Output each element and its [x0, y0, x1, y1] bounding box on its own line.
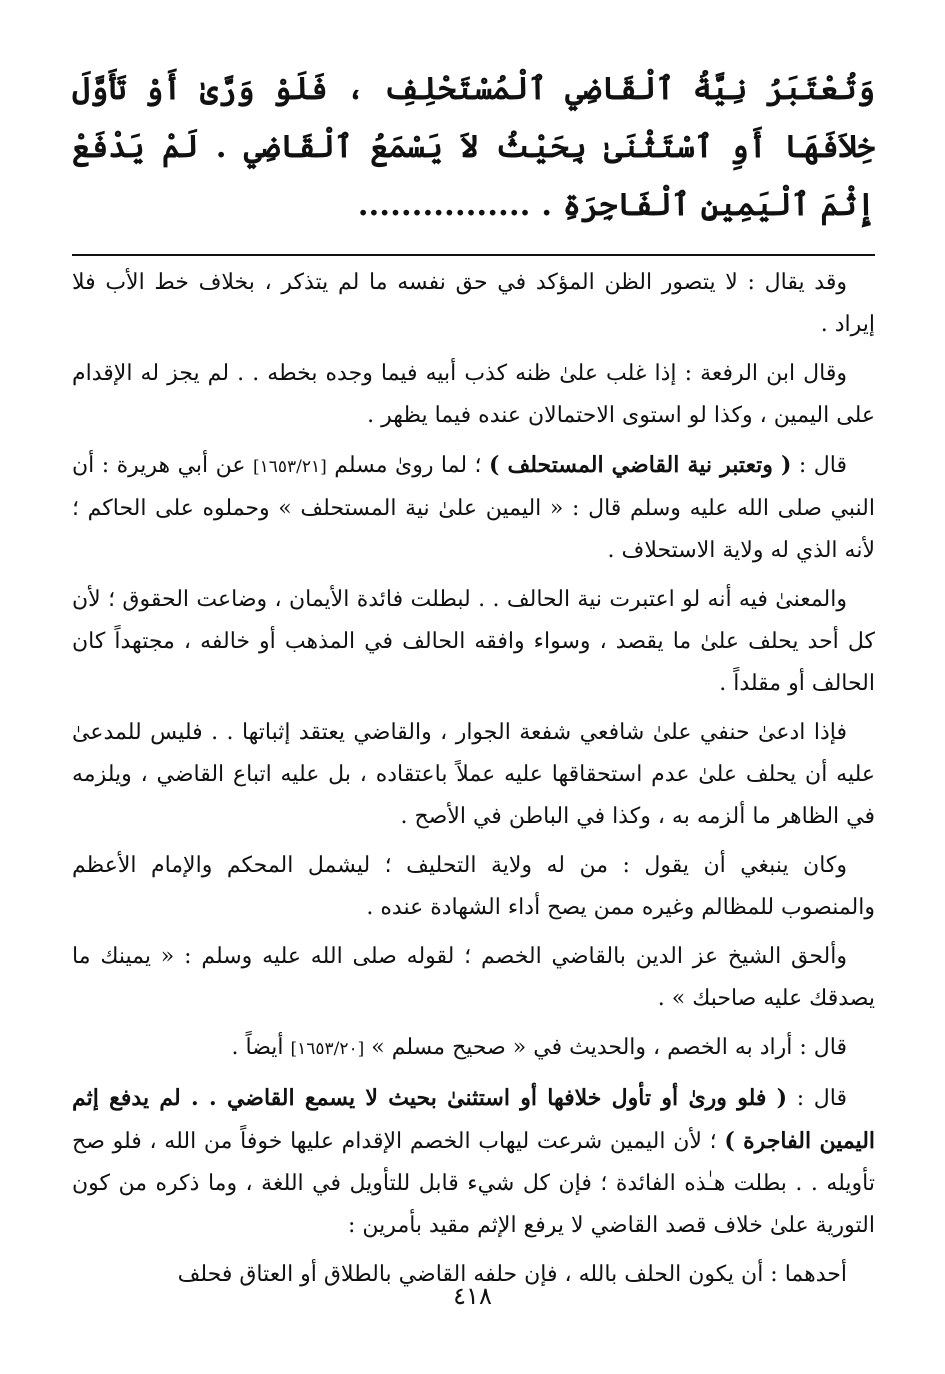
p3-text-b: ؛ لما روىٰ مسلم [326, 453, 489, 478]
paragraph-8 [72, 1027, 875, 1070]
paragraph-2: وقال ابن الرفعة : إذا غلب علىٰ ظنه كذب أبيه فيما وجده بخطه . . لم يجز له الإقدام على اليمين ، وكذا لو استوى الاحتمالان عنده فيما يظهر . [72, 361, 875, 428]
paragraph-5: فإذا ادعىٰ حنفي علىٰ شافعي شفعة الجوار ، والقاضي يعتقد إثباتها . . فليس للمدعىٰ عليه أن يحلف علىٰ عدم استحقاقها عليه عملاً باعتقاده ، بل عليه اتباع القاضي ، ويلزمه في الظاهر ما ألزمه به ، وكذا في الباطن في الأصح . [72, 720, 875, 829]
paragraph-4: والمعنىٰ فيه أنه لو اعتبرت نية الحالف . . لبطلت فائدة الأيمان ، وضاعت الحقوق ؛ لأن كل أحد يحلف علىٰ ما يقصد ، وسواء وافقه الحالف في المذهب أو خالفه ، مجتهداً كان الحالف أو مقلداً . [72, 587, 875, 696]
matn-text [72, 60, 875, 234]
page-body [72, 60, 875, 1303]
separator-rule [72, 254, 875, 256]
paragraph-10: أحدهما : أن يكون الحلف بالله ، فإن حلفه القاضي بالطلاق أو العتاق فحلف [177, 1262, 847, 1287]
paragraph-6: وكان ينبغي أن يقول : من له ولاية التحليف ؛ ليشمل المحكم والإمام الأعظم والمنصوب للمظالم وغيره ممن يصح أداء الشهادة عنده . [72, 853, 875, 920]
paragraph-1: وقد يقال : لا يتصور الظن المؤكد في حق نفسه ما لم يتذكر ، بخلاف خط الأب فلا إيراد . [72, 270, 875, 337]
p9-text-b: ؛ لأن اليمين شرعت ليهاب الخصم الإقدام عليها خوفاً من الله ، فلو صح تأويله . . بطلت هـٰذه الفائدة ؛ فإن كل شيء قابل للتأويل في اللغة ، وما ذكره من كون التورية علىٰ خلاف قصد القاضي لا يرفع الإثم مقيد بأمرين : [72, 1129, 875, 1238]
paragraph-9 [72, 1077, 875, 1247]
p8-reference: [١٦٥٣/٢٠] [290, 1039, 365, 1059]
p3-text-c: عن أبي هريرة : أن النبي صلى الله عليه وسلم قال : « اليمين علىٰ نية المستحلف » وحملوه على الحاكم ؛ لأنه الذي له ولاية الاستحلاف . [72, 453, 875, 563]
p3-quote: ( وتعتبر نية القاضي المستحلف ) [488, 452, 792, 478]
commentary [72, 262, 875, 1296]
matn-line-1: وَتُعْتَبَرُ نِيَّةُ ٱلْقَاضِي ٱلْمُسْتَحْلِفِ ، فَلَوْ وَرَّىٰ أَوْ تَأَوَّلَ خِلاَفَهَا أَوِ ٱسْتَثْنَىٰ بِحَيْثُ [72, 71, 875, 165]
p9-quote: ( فلو ورىٰ أو تأول خلافها أو استثنىٰ بحيث لا يسمع القاضي . . لم يدفع إثم اليمين الفاجرة ) [72, 1085, 876, 1154]
paragraph-3 [72, 444, 875, 572]
p3-text-a: قال : [791, 453, 848, 478]
paragraph-7: وألحق الشيخ عز الدين بالقاضي الخصم ؛ لقوله صلى الله عليه وسلم : « يمينك ما يصدقك عليه صاحبك » . [72, 944, 875, 1011]
matn-dots: ................ [357, 187, 531, 223]
p9-text-a: قال : [787, 1086, 847, 1111]
matn-line-2: لاَ يَسْمَعُ ٱلْقَاضِي . لَمْ يَدْفَعْ إِثْمَ ٱلْيَمِينِ ٱلْفَاجِرَةِ . [72, 129, 875, 223]
p8-text-b: أيضاً . [231, 1035, 291, 1060]
p8-text-a: قال : أراد به الخصم ، والحديث في « صحيح مسلم » [364, 1035, 847, 1060]
p3-reference: [١٦٥٣/٢١] [252, 457, 327, 477]
page-number: ٤١٨ [453, 1282, 492, 1310]
